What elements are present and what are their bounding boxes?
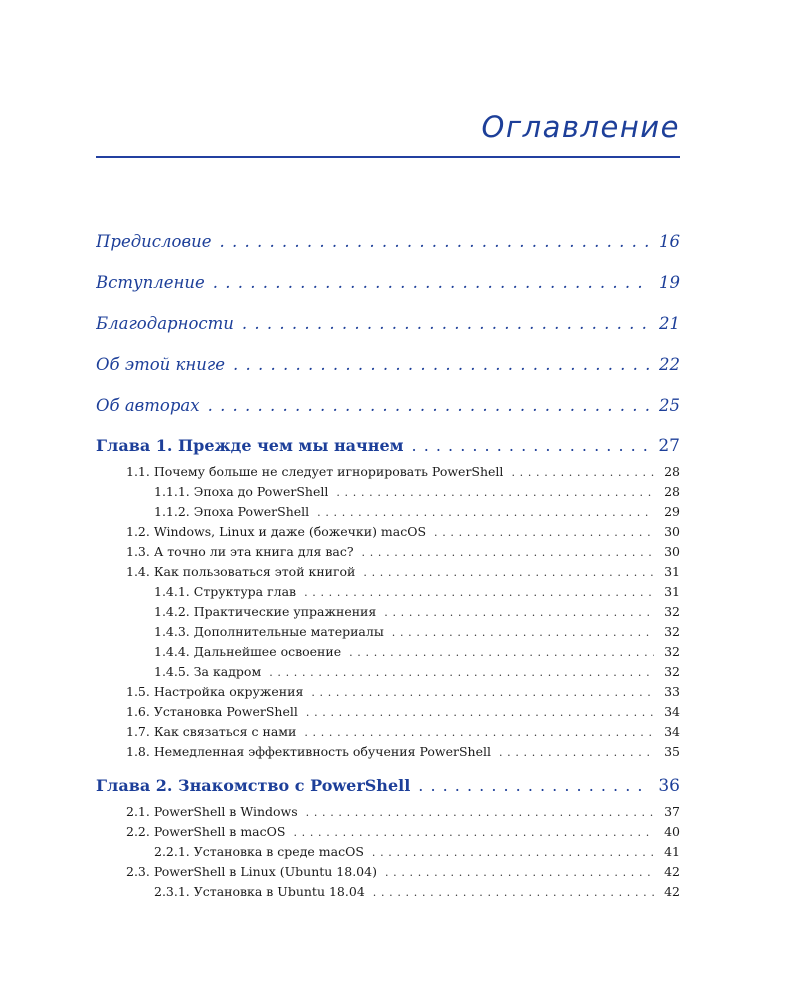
dot-leader — [219, 232, 651, 251]
toc-page-number: 16 — [659, 232, 680, 251]
dot-leader — [418, 776, 650, 795]
toc-entry-title: 1.4.3. Дополнительные материалы — [154, 624, 384, 639]
dot-leader — [233, 355, 651, 374]
dot-leader — [317, 506, 654, 519]
dot-leader — [373, 886, 654, 899]
toc-entry-title: 1.4.5. За кадром — [154, 664, 262, 679]
toc-page-number: 31 — [664, 584, 680, 599]
toc-entry-title: 2.2. PowerShell в macOS — [126, 824, 286, 839]
front-matter-entry[interactable] — [96, 273, 680, 292]
dot-leader — [349, 646, 654, 659]
toc-page-number: 34 — [664, 724, 680, 739]
toc-entry-title: Об авторах — [96, 396, 200, 415]
dot-leader — [213, 273, 651, 292]
dot-leader — [372, 846, 654, 859]
section-entry[interactable] — [126, 544, 680, 559]
subsection-entry[interactable] — [154, 844, 680, 859]
toc-page-number: 35 — [664, 744, 680, 759]
subsection-entry[interactable] — [154, 884, 680, 899]
dot-leader — [392, 626, 654, 639]
toc-entry-title: 1.3. А точно ли эта книга для вас? — [126, 544, 354, 559]
toc-page-number: 30 — [664, 524, 680, 539]
subsection-entry[interactable] — [154, 624, 680, 639]
dot-leader — [304, 586, 654, 599]
toc-entry-title: Благодарности — [96, 314, 234, 333]
section-entry[interactable] — [126, 704, 680, 719]
subsection-entry[interactable] — [154, 644, 680, 659]
dot-leader — [311, 686, 654, 699]
toc-entry-title: 1.6. Установка PowerShell — [126, 704, 298, 719]
dot-leader — [412, 436, 651, 455]
toc-page-number: 27 — [658, 436, 680, 456]
toc-entry-title: Предисловие — [96, 232, 212, 251]
front-matter-entry[interactable] — [96, 314, 680, 333]
section-entry[interactable] — [126, 824, 680, 839]
toc-entry-title: 1.4.2. Практические упражнения — [154, 604, 377, 619]
section-entry[interactable] — [126, 684, 680, 699]
toc-entry-title: 1.4. Как пользоваться этой книгой — [126, 564, 356, 579]
dot-leader — [363, 566, 654, 579]
toc-page-number: 29 — [664, 504, 680, 519]
toc-page-number: 32 — [664, 604, 680, 619]
toc-page-number: 30 — [664, 544, 680, 559]
toc-entry-title: 1.1.1. Эпоха до PowerShell — [154, 484, 329, 499]
toc-entry-title: Вступление — [96, 273, 205, 292]
toc-page-number: 19 — [659, 273, 680, 292]
toc-entry-title: 1.1.2. Эпоха PowerShell — [154, 504, 310, 519]
toc-entry-title: 1.7. Как связаться с нами — [126, 724, 297, 739]
dot-leader — [362, 546, 654, 559]
section-entry[interactable] — [126, 744, 680, 759]
title-rule — [96, 156, 680, 158]
toc-page-number: 21 — [659, 314, 680, 333]
toc-page-number: 42 — [664, 864, 680, 879]
toc-page-number: 32 — [664, 644, 680, 659]
toc-page-number: 33 — [664, 684, 680, 699]
front-matter-entry[interactable] — [96, 355, 680, 374]
subsection-entry[interactable] — [154, 504, 680, 519]
section-entry[interactable] — [126, 724, 680, 739]
toc-page-number: 34 — [664, 704, 680, 719]
toc-page-number: 28 — [664, 484, 680, 499]
toc-entry-title: 2.3.1. Установка в Ubuntu 18.04 — [154, 884, 365, 899]
dot-leader — [304, 726, 654, 739]
dot-leader — [511, 466, 654, 479]
toc-page-number: 32 — [664, 624, 680, 639]
section-entry[interactable] — [126, 804, 680, 819]
dot-leader — [306, 706, 654, 719]
dot-leader — [242, 314, 651, 333]
dot-leader — [384, 606, 654, 619]
toc-page-number: 41 — [664, 844, 680, 859]
toc-entry-title: Глава 1. Прежде чем мы начнем — [96, 436, 404, 455]
toc-entry-title: Об этой книге — [96, 355, 225, 374]
section-entry[interactable] — [126, 524, 680, 539]
toc-page-number: 32 — [664, 664, 680, 679]
toc-page-number: 42 — [664, 884, 680, 899]
subsection-entry[interactable] — [154, 604, 680, 619]
toc-entry-title: 2.3. PowerShell в Linux (Ubuntu 18.04) — [126, 864, 377, 879]
toc-page-number: 28 — [664, 464, 680, 479]
dot-leader — [385, 866, 654, 879]
toc-entry-title: 1.5. Настройка окружения — [126, 684, 304, 699]
section-entry[interactable] — [126, 864, 680, 879]
subsection-entry[interactable] — [154, 484, 680, 499]
toc-page-number: 22 — [659, 355, 680, 374]
dot-leader — [306, 806, 654, 819]
subsection-entry[interactable] — [154, 584, 680, 599]
chapter-entry[interactable] — [96, 776, 680, 796]
toc-page-number: 37 — [664, 804, 680, 819]
toc-page-number: 31 — [664, 564, 680, 579]
dot-leader — [434, 526, 654, 539]
dot-leader — [208, 396, 651, 415]
section-entry[interactable] — [126, 564, 680, 579]
toc-page-number: 40 — [664, 824, 680, 839]
toc-page-number: 25 — [659, 396, 680, 415]
section-entry[interactable] — [126, 464, 680, 479]
toc-entry-title: 1.4.1. Структура глав — [154, 584, 297, 599]
toc-entry-title: 1.4.4. Дальнейшее освоение — [154, 644, 342, 659]
dot-leader — [293, 826, 654, 839]
toc-entry-title: 1.2. Windows, Linux и даже (божечки) macOS — [126, 524, 427, 539]
toc-entry-title: 2.1. PowerShell в Windows — [126, 804, 298, 819]
dot-leader — [336, 486, 654, 499]
front-matter-entry[interactable] — [96, 396, 680, 415]
toc-entry-title: Глава 2. Знакомство с PowerShell — [96, 776, 411, 795]
subsection-entry[interactable] — [154, 664, 680, 679]
toc-page-number: 36 — [658, 776, 680, 796]
chapter-entry[interactable] — [96, 436, 680, 456]
toc-entry-title: 2.2.1. Установка в среде macOS — [154, 844, 364, 859]
page-title: Оглавление — [481, 110, 680, 144]
toc-entry-title: 1.1. Почему больше не следует игнорировать PowerShell — [126, 464, 504, 479]
dot-leader — [499, 746, 654, 759]
dot-leader — [269, 666, 654, 679]
front-matter-entry[interactable] — [96, 232, 680, 251]
toc-entry-title: 1.8. Немедленная эффективность обучения PowerShell — [126, 744, 491, 759]
